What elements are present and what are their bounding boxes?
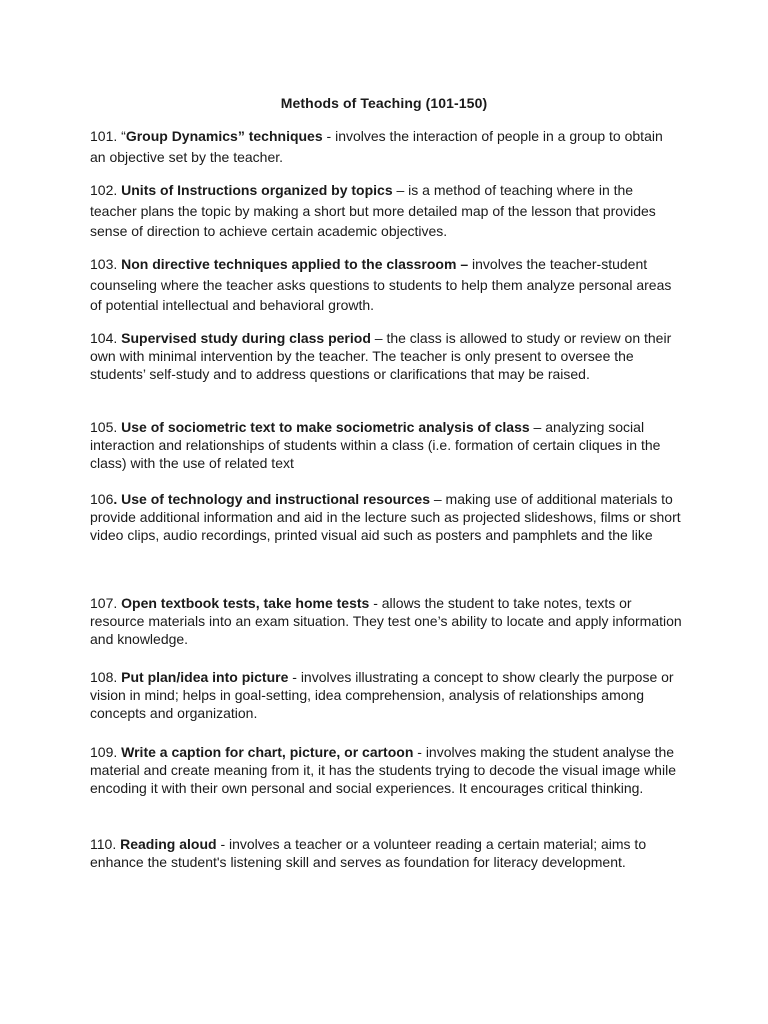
entry-102 bbox=[90, 180, 682, 242]
entry-term: Reading aloud bbox=[120, 836, 217, 852]
entry-number: 110. bbox=[90, 836, 121, 852]
entry-term: Write a caption for chart, picture, or cartoon bbox=[121, 744, 414, 760]
entry-term: . Use of technology and instructional resources bbox=[113, 491, 430, 507]
entry-number: 103. bbox=[90, 256, 122, 272]
entry-number: 109. bbox=[90, 744, 122, 760]
entry-number: 102. bbox=[90, 182, 122, 198]
entry-description: involves the teacher-student counseling where the teacher asks questions to students to help them analyze personal areas of potential intellectual and behavioral growth. bbox=[90, 256, 672, 313]
entry-term: Open textbook tests, take home tests bbox=[121, 595, 370, 611]
entry-103 bbox=[90, 254, 682, 316]
entry-description: - involves illustrating a concept to show clearly the purpose or vision in mind; helps in goal-setting, idea comprehension, analysis of relationships among concepts and organization. bbox=[90, 669, 674, 721]
entry-term: Non directive techniques applied to the classroom – bbox=[121, 256, 469, 272]
entry-number: 107. bbox=[90, 595, 122, 611]
entry-number: 108. bbox=[90, 669, 122, 685]
entry-description: – the class is allowed to study or review on their own with minimal intervention by the teacher. The teacher is only present to oversee the students’ self-study and to address questions or clarifications that may be raised. bbox=[90, 330, 672, 382]
entry-term: Units of Instructions organized by topics bbox=[121, 182, 393, 198]
entry-term: Put plan/idea into picture bbox=[121, 669, 289, 685]
entry-description: - involves the interaction of people in a group to obtain an objective set by the teacher. bbox=[90, 128, 663, 165]
entry-number: 106 bbox=[90, 491, 114, 507]
entry-term: Supervised study during class period bbox=[121, 330, 371, 346]
entry-109 bbox=[90, 743, 682, 797]
entry-110 bbox=[90, 835, 682, 871]
page-title: Methods of Teaching (101-150) bbox=[280, 95, 488, 111]
entry-number: 101. “ bbox=[90, 128, 126, 144]
entry-term: Group Dynamics” techniques bbox=[125, 128, 323, 144]
entry-104 bbox=[90, 329, 682, 383]
entry-description: - allows the student to take notes, texts or resource materials into an exam situation. They test one’s ability to locate and apply information and knowledge. bbox=[90, 595, 682, 647]
entry-number: 105. bbox=[90, 419, 122, 435]
entry-description: - involves a teacher or a volunteer reading a certain material; aims to enhance the student's listening skill and serves as foundation for literacy development. bbox=[90, 836, 647, 870]
entry-101 bbox=[90, 126, 682, 167]
entry-108 bbox=[90, 668, 682, 722]
entry-term: Use of sociometric text to make sociometric analysis of class bbox=[121, 419, 530, 435]
entry-description: - involves making the student analyse the material and create meaning from it, it has the students trying to decode the visual image while encoding it with their own personal and social experiences. It encourages critical thinking. bbox=[90, 744, 676, 796]
entry-105 bbox=[90, 418, 682, 472]
entry-number: 104. bbox=[90, 330, 122, 346]
entry-106 bbox=[90, 490, 682, 544]
entry-107 bbox=[90, 594, 682, 648]
entry-description: – is a method of teaching where in the teacher plans the topic by making a short but more detailed map of the lesson that provides sense of direction to achieve certain academic objectives. bbox=[90, 182, 656, 239]
entry-description: – making use of additional materials to provide additional information and aid in the lecture such as projected slideshows, films or short video clips, audio recordings, printed visual aid such as posters and pamphlets and the like bbox=[90, 491, 681, 543]
entry-description: – analyzing social interaction and relationships of students within a class (i.e. formation of certain cliques in the class) with the use of related text bbox=[90, 419, 661, 471]
